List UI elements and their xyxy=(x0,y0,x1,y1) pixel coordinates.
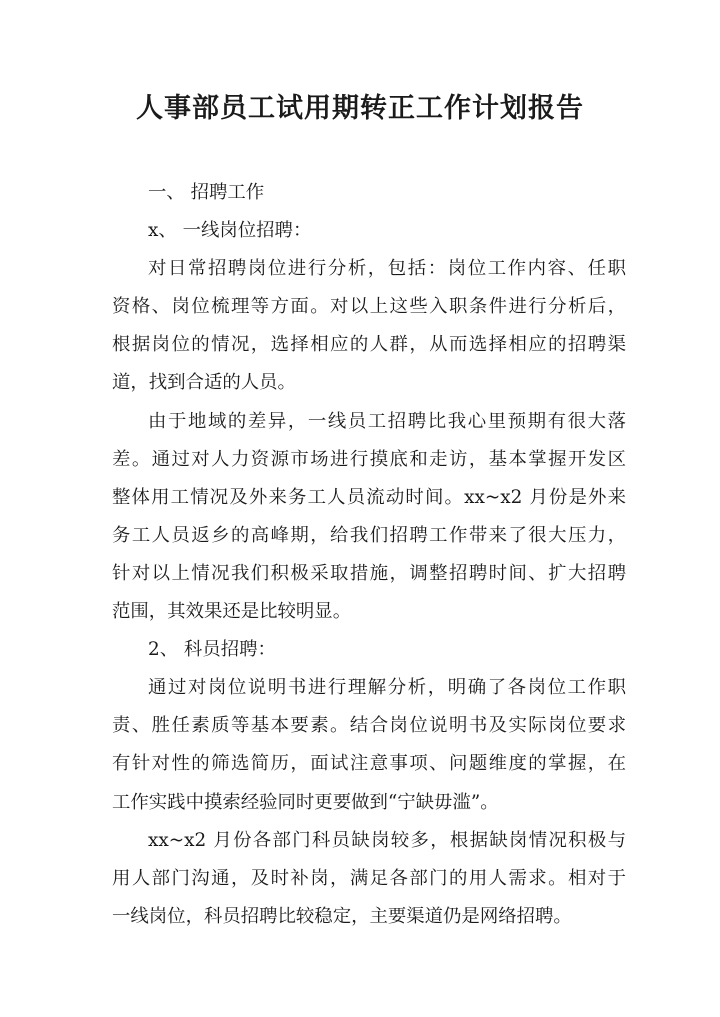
text-line: 通过对岗位说明书进行理解分析，明确了各岗位工作职 xyxy=(148,677,626,699)
text-line: 差。通过对人力资源市场进行摸底和走访，基本掌握开发区 xyxy=(112,448,626,470)
section-heading: 一、 招聘工作 xyxy=(148,182,265,203)
text-line: 根据岗位的情况，选择相应的人群，从而选择相应的招聘渠 xyxy=(112,334,626,356)
text-line: 有针对性的筛选简历，面试注意事项、问题维度的掌握，在 xyxy=(112,753,626,775)
text-line: 用人部门沟通，及时补岗，满足各部门的用人需求。相对于 xyxy=(112,867,626,889)
text-line: 一线岗位，科员招聘比较稳定，主要渠道仍是网络招聘。 xyxy=(112,905,572,927)
text-line: 责、胜任素质等基本要素。结合岗位说明书及实际岗位要求 xyxy=(112,715,626,737)
document-body xyxy=(112,174,626,936)
document-title: 人事部员工试用期转正工作计划报告 xyxy=(136,93,584,124)
text-line: 整体用工情况及外来务工人员流动时间。xx~x2 月份是外来 xyxy=(112,486,626,508)
text-line: 对日常招聘岗位进行分析，包括：岗位工作内容、任职 xyxy=(148,258,626,280)
text-line: 工作实践中摸索经验同时更要做到“宁缺毋滥”。 xyxy=(112,791,499,813)
text-line: 资格、岗位梳理等方面。对以上这些入职条件进行分析后， xyxy=(112,296,626,318)
text-line: 由于地域的差异，一线员工招聘比我心里预期有很大落 xyxy=(148,410,626,432)
text-line: xx~x2 月份各部门科员缺岗较多，根据缺岗情况积极与 xyxy=(148,829,626,851)
text-line: 道，找到合适的人员。 xyxy=(112,372,296,394)
text-line: 针对以上情况我们积极采取措施，调整招聘时间、扩大招聘 xyxy=(112,562,626,584)
section-heading: x、 一线岗位招聘： xyxy=(148,220,312,242)
text-line: 务工人员返乡的高峰期，给我们招聘工作带来了很大压力， xyxy=(112,524,626,546)
text-line: 范围，其效果还是比较明显。 xyxy=(112,601,352,623)
section-heading: 2、 科员招聘： xyxy=(148,639,276,661)
